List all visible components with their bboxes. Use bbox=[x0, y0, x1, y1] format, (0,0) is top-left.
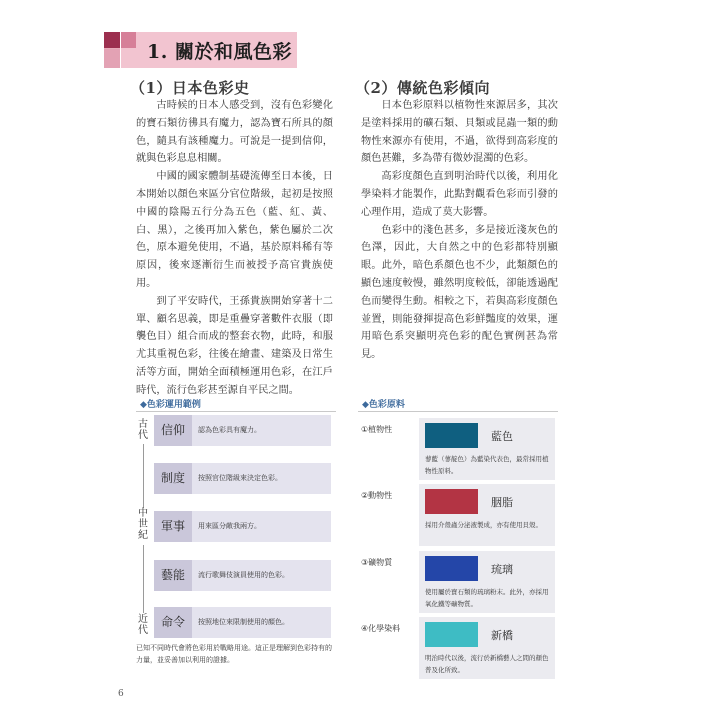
paragraph: 古時候的日本人感受到，沒有色彩變化的寶石類彷彿具有魔力，認為寶石所具的顏色，隨具有該種魔力。可說是一提到信仰，就與色彩息息相關。 bbox=[136, 100, 333, 165]
usage-desc: 按照地位來限制使用的顏色。 bbox=[198, 618, 289, 626]
paragraph: 日本色彩原料以植物性來源居多，其次是塗料採用的礦石類、貝類或昆蟲一類的動物性來源亦有使用，不過，欲得到高彩度的顏色甚難，多為帶有微妙混濁的色彩。 bbox=[361, 100, 558, 165]
material-card-plant bbox=[419, 418, 555, 480]
usage-row-military bbox=[154, 511, 331, 542]
usage-desc: 用來區分敵我兩方。 bbox=[198, 522, 261, 530]
color-swatch bbox=[425, 423, 478, 448]
color-name: 新橋 bbox=[491, 629, 513, 642]
color-desc: 採用介殼蟲分泌液製成，亦有使用貝殼。 bbox=[425, 521, 542, 529]
usage-term: 信仰 bbox=[160, 423, 185, 437]
page-title: 1. 關於和風色彩 bbox=[147, 41, 292, 63]
header-deco-square bbox=[121, 32, 136, 48]
paragraph: 色彩中的淺色甚多，多是接近淺灰色的色澤，因此，大自然之中的色彩都特別顯眼。此外，暗色系顏色也不少，此類顏色的顯色速度較慢，雖然明度較低，卻能透過配色而變得生動。相較之下，若與高彩度顏色並置，則能發揮提高色彩鮮豔度的效果，運用暗色系突顯明亮色彩的配色實例甚為常見。 bbox=[361, 224, 558, 361]
usage-term: 藝能 bbox=[160, 568, 185, 582]
color-name: 琉璃 bbox=[491, 563, 513, 576]
usage-desc: 按照官位階級來決定色彩。 bbox=[198, 474, 282, 482]
section-title-trends: （2）傳統色彩傾向 bbox=[355, 79, 490, 97]
material-card-mineral bbox=[419, 551, 555, 613]
divider bbox=[136, 411, 336, 412]
usage-term: 制度 bbox=[160, 471, 185, 485]
material-card-chemical bbox=[419, 617, 555, 679]
usage-row-system bbox=[154, 463, 331, 494]
trends-text-column bbox=[361, 97, 558, 364]
header-deco-square bbox=[104, 49, 120, 68]
usage-row-decree bbox=[154, 607, 331, 638]
paragraph: 高彩度顏色直到明治時代以後，利用化學染料才能製作，此點對觀看色彩而引發的心理作用，造成了莫大影響。 bbox=[361, 171, 558, 218]
usage-desc: 流行歌舞伎演員使用的色彩。 bbox=[198, 571, 289, 579]
color-swatch bbox=[425, 622, 478, 647]
materials-panel-title: ◆色彩原料 bbox=[362, 400, 405, 410]
era-label-medieval: 中世紀 bbox=[138, 508, 148, 541]
usage-note: 已知不同時代會將色彩用於戰略用途。這正是理解到色彩持有的力量，並妥善加以利用的證據。 bbox=[136, 644, 332, 664]
era-label-ancient: 古代 bbox=[138, 419, 148, 441]
era-line bbox=[143, 545, 144, 613]
usage-row-belief bbox=[154, 415, 331, 446]
era-label-modern: 近代 bbox=[138, 614, 148, 636]
usage-term: 命令 bbox=[160, 615, 185, 629]
divider bbox=[358, 411, 558, 412]
material-category-chemical: ④化學染料 bbox=[361, 624, 401, 633]
section-title-history: （1）日本色彩史 bbox=[130, 79, 250, 97]
era-line bbox=[143, 444, 144, 508]
page-number: 6 bbox=[118, 689, 124, 699]
usage-panel-title: ◆色彩運用範例 bbox=[140, 400, 201, 410]
material-category-mineral: ③礦物質 bbox=[361, 558, 393, 567]
color-name: 胭脂 bbox=[491, 496, 513, 509]
page-header bbox=[104, 32, 297, 68]
paragraph: 中國的國家體制基礎流傳至日本後，日本開始以顏色來區分官位階級，起初是按照中國的陰陽五行分為五色（藍、紅、黃、白、黑），之後再加入紫色，紫色屬於二次色，原本避免使用，不過，基於原料稀有等原因，後來逐漸衍生而被授予高官貴族使用。 bbox=[136, 171, 333, 289]
color-name: 藍色 bbox=[491, 430, 513, 443]
usage-term: 軍事 bbox=[160, 519, 185, 533]
usage-desc: 認為色彩具有魔力。 bbox=[198, 426, 261, 434]
history-text-column bbox=[136, 97, 333, 400]
header-deco-square bbox=[104, 32, 120, 48]
color-desc: 蓼藍（蓼靛色）為藍染代表色，最常採用植物性原料。 bbox=[425, 455, 549, 475]
paragraph: 到了平安時代，王孫貴族開始穿著十二單、顧名思義，即是重疊穿著數件衣服（即襲色目）組合而成的整套衣物，此時，和服尤其重視色彩，往後在繪畫、建築及日常生活等方面，開始全面積極運用色彩，在江戶時代，流行色彩甚至源自平民之間。 bbox=[136, 295, 333, 396]
color-desc: 明治時代以後，流行於新橋藝人之間的顏色普及化所致。 bbox=[425, 654, 549, 674]
material-category-animal: ②動物性 bbox=[361, 491, 393, 500]
usage-row-performing-arts bbox=[154, 560, 331, 591]
color-swatch bbox=[425, 489, 478, 514]
color-swatch bbox=[425, 556, 478, 581]
material-card-animal bbox=[419, 484, 555, 546]
material-category-plant: ①植物性 bbox=[361, 425, 393, 434]
color-desc: 使用屬於寶石類的琉璃粉末。此外，亦採用氧化鐵等礦物質。 bbox=[425, 588, 549, 608]
